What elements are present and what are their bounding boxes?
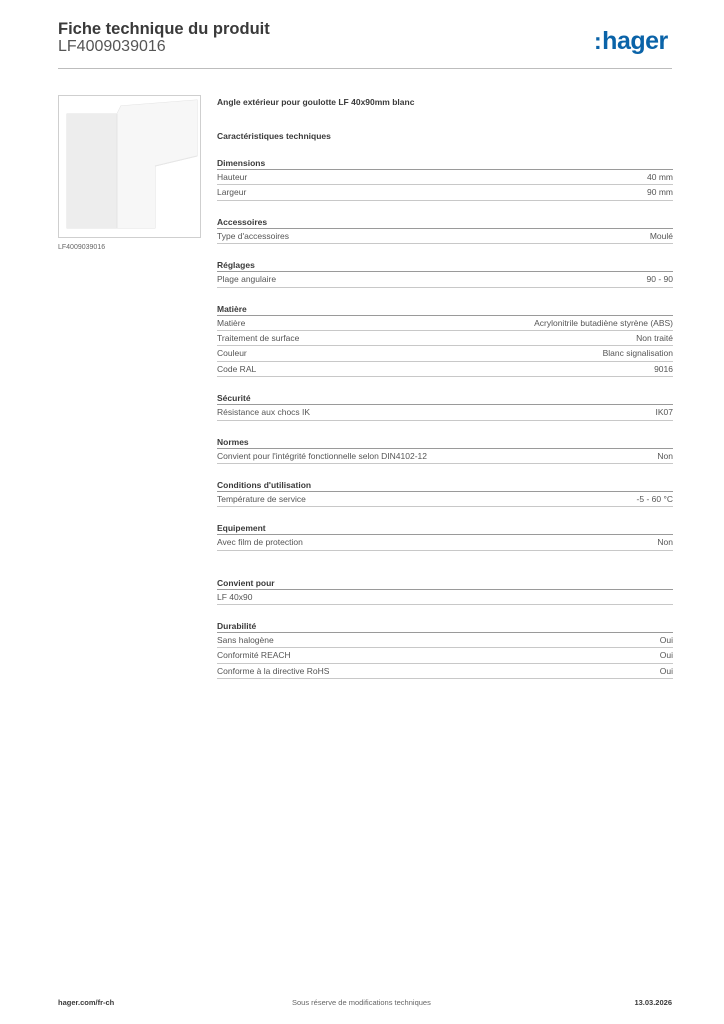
spec-label: Sans halogène <box>217 635 274 646</box>
spec-row <box>217 590 673 605</box>
spec-value: Non traité <box>636 332 673 343</box>
spec-label: Température de service <box>217 493 306 504</box>
spec-label: Plage angulaire <box>217 274 277 285</box>
spec-value: Non <box>657 450 673 461</box>
logo-text: hager <box>602 27 668 55</box>
characteristics-title: Caractéristiques techniques <box>217 131 331 141</box>
section-heading: Convient pour <box>217 577 673 590</box>
spec-section <box>217 157 673 201</box>
spec-label: Conformité REACH <box>217 650 291 661</box>
page-title: Fiche technique du produit <box>58 20 270 38</box>
spec-value: Acrylonitrile butadiène styrène (ABS) <box>534 317 673 328</box>
image-caption: LF4009039016 <box>58 244 106 251</box>
spec-row <box>217 346 673 361</box>
spec-label: Matière <box>217 317 246 328</box>
spec-row <box>217 405 673 420</box>
spec-row <box>217 648 673 663</box>
spec-value: Moulé <box>649 230 673 241</box>
spec-value: 90 mm <box>647 187 673 198</box>
spec-section <box>217 620 673 679</box>
spec-row <box>217 170 673 185</box>
spec-value: Oui <box>659 665 673 676</box>
spec-label: Couleur <box>217 348 247 359</box>
spec-value: Non <box>657 537 673 548</box>
spec-sections <box>217 157 673 679</box>
spec-value: IK07 <box>655 407 673 418</box>
section-heading: Normes <box>217 436 673 449</box>
product-reference: LF4009039016 <box>58 38 166 55</box>
spec-section <box>217 436 673 464</box>
section-heading: Réglages <box>217 259 673 272</box>
spec-label: Type d'accessoires <box>217 230 290 241</box>
spec-value: 9016 <box>654 363 673 374</box>
spec-row <box>217 229 673 244</box>
corner-piece-icon <box>59 96 200 237</box>
spec-label: Avec film de protection <box>217 537 303 548</box>
section-heading: Durabilité <box>217 620 673 633</box>
spec-value: -5 - 60 °C <box>636 493 673 504</box>
spec-label: Code RAL <box>217 363 257 374</box>
section-heading: Dimensions <box>217 157 673 170</box>
spec-row <box>217 331 673 346</box>
spec-row <box>217 633 673 648</box>
spec-section <box>217 216 673 244</box>
spec-section <box>217 303 673 378</box>
section-heading: Conditions d'utilisation <box>217 479 673 492</box>
spec-value: 90 - 90 <box>646 274 673 285</box>
footer-website-link[interactable]: hager.com/fr-ch <box>58 998 115 1007</box>
spec-label: Largeur <box>217 187 247 198</box>
hager-logo <box>594 27 668 56</box>
spec-row <box>217 449 673 464</box>
spec-row <box>217 272 673 287</box>
spec-row <box>217 492 673 507</box>
spec-value: Oui <box>659 635 673 646</box>
section-heading: Sécurité <box>217 392 673 405</box>
section-heading: Matière <box>217 303 673 316</box>
spec-label: Résistance aux chocs IK <box>217 407 311 418</box>
spec-row <box>217 362 673 377</box>
header-divider <box>58 68 672 69</box>
spec-label: Convient pour l'intégrité fonctionnelle selon DIN4102-12 <box>217 450 428 461</box>
spec-section <box>217 577 673 605</box>
spec-section <box>217 479 673 507</box>
product-image <box>58 95 201 238</box>
spec-value: Oui <box>659 650 673 661</box>
section-heading: Equipement <box>217 522 673 535</box>
spec-value: Blanc signalisation <box>602 348 673 359</box>
spec-section <box>217 259 673 287</box>
spec-row <box>217 316 673 331</box>
footer-notice: Sous réserve de modifications techniques <box>292 998 431 1007</box>
section-heading: Accessoires <box>217 216 673 229</box>
spec-section <box>217 522 673 550</box>
spec-row <box>217 664 673 679</box>
logo-dots: : <box>594 28 602 54</box>
spec-row <box>217 185 673 200</box>
spec-content <box>217 96 673 679</box>
product-title: Angle extérieur pour goulotte LF 40x90mm blanc <box>217 97 415 107</box>
spec-label: Traitement de surface <box>217 332 300 343</box>
spec-label: LF 40x90 <box>217 591 253 602</box>
spec-value: 40 mm <box>647 172 673 182</box>
spec-row <box>217 535 673 550</box>
spec-label: Conforme à la directive RoHS <box>217 665 330 676</box>
spec-label: Hauteur <box>217 172 248 182</box>
footer-date: 13.03.2026 <box>634 998 672 1007</box>
spec-section <box>217 392 673 420</box>
